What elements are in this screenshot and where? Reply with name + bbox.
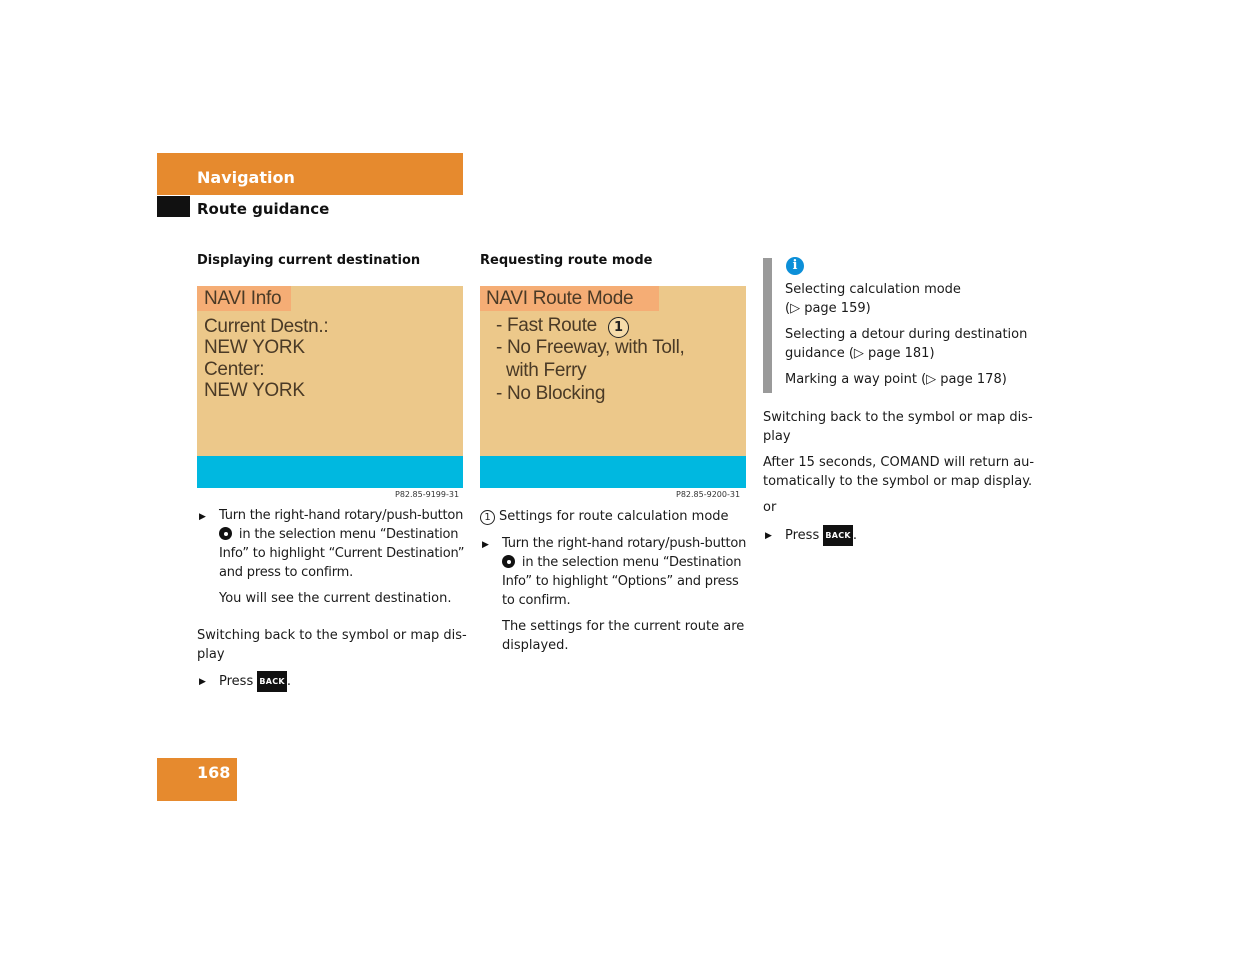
col2-result: The settings for the current route are displayed. — [502, 619, 745, 653]
col1-heading: Displaying current destination — [197, 253, 421, 268]
triangle-right-icon: ▶ — [765, 531, 772, 541]
col3-press: Press BACK . — [785, 525, 857, 546]
page-number: 168 — [197, 763, 231, 782]
image-code: P82.85-9200-31 — [676, 490, 741, 499]
screen-line: Center: — [204, 359, 265, 380]
col3-switch-text: Switching back to the symbol or map dis- play — [763, 410, 1033, 444]
info-item-way-point: Marking a way point (▷ page 178) — [785, 372, 1007, 387]
triangle-right-icon: ▶ — [482, 540, 489, 550]
screen-option-no-freeway: - No Freeway, with Toll, — [496, 337, 685, 358]
triangle-right-icon: ▶ — [199, 512, 206, 522]
screen-option-fast-route: - Fast Route — [496, 315, 597, 336]
screen-option-no-blocking: - No Blocking — [496, 383, 606, 404]
screen-status-band — [197, 456, 463, 488]
rotary-knob-icon — [502, 555, 515, 568]
screen-callout: 1 — [608, 317, 629, 338]
col3-or: or — [763, 500, 777, 515]
info-item-detour: Selecting a detour during destination guidance (▷ page 181) — [785, 327, 1028, 361]
back-key-icon: BACK — [823, 525, 853, 546]
screen-option-ferry: with Ferry — [496, 360, 587, 381]
triangle-right-icon: ▶ — [199, 677, 206, 687]
col1-press: Press BACK . — [219, 671, 291, 692]
image-code: P82.85-9199-31 — [395, 490, 460, 499]
col2-step: Turn the right-hand rotary/push-button in the selection menu “Destination Info” to highlight “Options” and press to confirm. — [502, 536, 747, 608]
screen-line: Current Destn.: — [204, 316, 329, 337]
callout-number: 1 — [480, 510, 495, 525]
navi-route-mode-screen — [480, 286, 746, 488]
screen-title: NAVI Route Mode — [486, 288, 634, 309]
col1-step: Turn the right-hand rotary/push-button in the selection menu “Destination Info” to highlight “Current Destination” and press to confirm. — [219, 508, 465, 580]
subsection-title: Route guidance — [197, 200, 330, 218]
navi-info-screen — [197, 286, 463, 488]
info-item-calculation-mode: Selecting calculation mode (▷ page 159) — [785, 282, 961, 316]
info-icon: i — [786, 257, 804, 275]
col1-switch-text: Switching back to the symbol or map dis- play — [197, 628, 467, 662]
info-box-bar — [763, 258, 772, 393]
col1-result: You will see the current destination. — [219, 591, 452, 606]
col2-legend: 1 Settings for route calculation mode — [480, 507, 729, 526]
section-title: Navigation — [197, 168, 295, 187]
subsection-marker — [157, 196, 190, 217]
screen-line: NEW YORK — [204, 380, 305, 401]
screen-title: NAVI Info — [204, 288, 282, 309]
back-key-icon: BACK — [257, 671, 287, 692]
screen-status-band — [480, 456, 746, 488]
col3-auto-return-text: After 15 seconds, COMAND will return au- tomatically to the symbol or map display. — [763, 455, 1035, 489]
rotary-knob-icon — [219, 527, 232, 540]
screen-line: NEW YORK — [204, 337, 305, 358]
col2-heading: Requesting route mode — [480, 253, 653, 268]
